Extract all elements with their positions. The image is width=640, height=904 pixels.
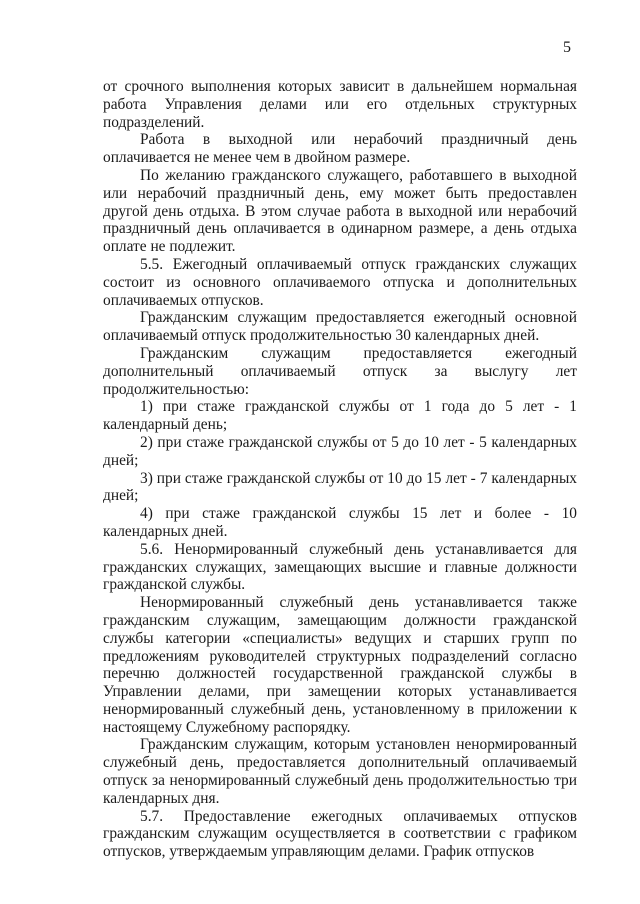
paragraph-section-5-7: 5.7. Предоставление ежегодных оплачиваемых отпусков гражданским служащим осуществляется в соответствии с графиком отпусков, утверждаемым управляющим делами. График отпусков bbox=[103, 807, 577, 861]
paragraph-basic-leave: Гражданским служащим предоставляется ежегодный основной оплачиваемый отпуск продолжительностью 30 календарных дней. bbox=[103, 309, 577, 345]
paragraph-section-5-6: 5.6. Ненормированный служебный день устанавливается для гражданских служащих, замещающих высшие и главные должности гражданской службы. bbox=[103, 540, 577, 594]
paragraph-irregular-leave: Гражданским служащим, которым установлен ненормированный служебный день, предоставляется дополнительный оплачиваемый отпуск за ненормированный служебный день продолжительностью три календарных дня. bbox=[103, 736, 577, 807]
list-item-2: 2) при стаже гражданской службы от 5 до 10 лет - 5 календарных дней; bbox=[103, 433, 577, 469]
paragraph-irregular-day: Ненормированный служебный день устанавливается также гражданским служащим, замещающим должности гражданской службы категории «специалисты» ведущих и старших групп по предложениям руководителей структурных подразделений согласно перечню должностей государственной гражданской службы в Управлении делами, при замещении которых устанавливается ненормированный служебный день, установленному в приложении к настоящему Служебному распорядку. bbox=[103, 594, 577, 736]
list-item-4: 4) при стаже гражданской службы 15 лет и более - 10 календарных дней. bbox=[103, 505, 577, 540]
list-item-1: 1) при стаже гражданской службы от 1 года до 5 лет - 1 календарный день; bbox=[103, 398, 577, 434]
paragraph-seniority-leave: Гражданским служащим предоставляется ежегодный дополнительный оплачиваемый отпуск за выслугу лет продолжительностью: bbox=[103, 344, 577, 398]
paragraph-section-5-5: 5.5. Ежегодный оплачиваемый отпуск гражданских служащих состоит из основного оплачиваемого отпуска и дополнительных оплачиваемых отпусков. bbox=[103, 255, 577, 309]
document-body bbox=[103, 78, 577, 861]
paragraph-day-off: По желанию гражданского служащего, работавшего в выходной или нерабочий праздничный день, ему может быть предоставлен другой день отдыха. В этом случае работа в выходной или нерабочий праздничный день оплачивается в одинарном размере, а день отдыха оплате не подлежит. bbox=[103, 166, 577, 256]
list-item-3: 3) при стаже гражданской службы от 10 до 15 лет - 7 календарных дней; bbox=[103, 469, 577, 505]
paragraph-holiday-pay: Работа в выходной или нерабочий праздничный день оплачивается не менее чем в двойном размере. bbox=[103, 131, 577, 167]
page-number: 5 bbox=[563, 39, 571, 56]
paragraph-continuation: от срочного выполнения которых зависит в дальнейшем нормальная работа Управления делами или его отдельных структурных подразделений. bbox=[103, 78, 577, 131]
